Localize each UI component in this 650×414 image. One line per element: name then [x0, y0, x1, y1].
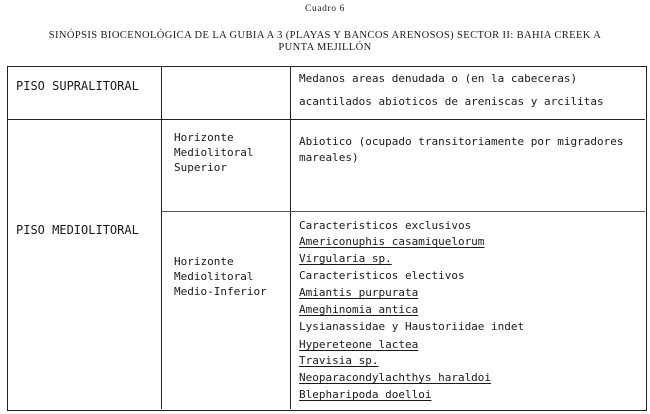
supralitoral-description-line-1: Medanos areas denudada o (en la cabeceras)	[299, 72, 578, 85]
horizonte-superior-description-line-2: mareales)	[299, 151, 359, 164]
list-item-heading-exclusivos: Caracteristicos exclusivos	[299, 219, 472, 232]
mediolitoral-label: PISO MEDIOLITORAL	[16, 223, 139, 237]
horizonte-inferior-label-line-2: Mediolitoral	[174, 270, 254, 283]
horizonte-inferior-label-line-1: Horizonte	[174, 255, 234, 268]
table-caption: Cuadro 6	[305, 4, 345, 14]
horizonte-superior-label-line-1: Horizonte	[174, 131, 234, 144]
horizonte-superior-label-line-3: Superior	[174, 161, 227, 174]
horizonte-superior-description-line-1: Abiotico (ocupado transitoriamente por migradores	[299, 135, 624, 148]
list-item-heading-electivos: Caracteristicos electivos	[299, 269, 465, 282]
table-title-line-1: SINÓPSIS BIOCENOLÓGICA DE LA GUBIA A 3 (PLAYAS Y BANCOS ARENOSOS) SECTOR II: BAHIA CREEK A	[48, 30, 602, 41]
horizonte-inferior-label	[174, 255, 286, 303]
supralitoral-description-line-2: acantilados abioticos de areniscas y arcilitas	[299, 95, 604, 108]
supralitoral-label: PISO SUPRALITORAL	[16, 79, 139, 93]
species-item: Blepharipoda doelloi	[299, 388, 432, 401]
supralitoral-description	[299, 72, 639, 116]
row-divider-horizonte	[161, 211, 645, 212]
horizonte-inferior-label-line-3: Medio-Inferior	[174, 285, 267, 298]
horizonte-superior-description	[299, 135, 639, 169]
horizonte-superior-label-line-2: Mediolitoral	[174, 146, 254, 159]
species-item: Virgularia sp.	[299, 252, 392, 265]
synopsis-table	[7, 66, 647, 411]
species-item: Amiantis purpurata	[299, 286, 419, 299]
species-list	[299, 219, 639, 407]
species-item: Travisia sp.	[299, 354, 379, 367]
species-item: Neoparacondylachthys haraldoi	[299, 371, 492, 384]
table-title	[4, 30, 646, 54]
horizonte-superior-label	[174, 131, 284, 179]
species-item: Hypereteone lactea	[299, 338, 419, 351]
row-divider-supralitoral	[8, 119, 645, 120]
table-title-line-2: PUNTA MEJILLÓN	[278, 42, 372, 53]
species-item: Americonuphis casamiquelorum	[299, 235, 485, 248]
species-item: Ameghinomia antica	[299, 303, 419, 316]
species-item: Lysianassidae y Haustoriidae indet	[299, 320, 525, 333]
